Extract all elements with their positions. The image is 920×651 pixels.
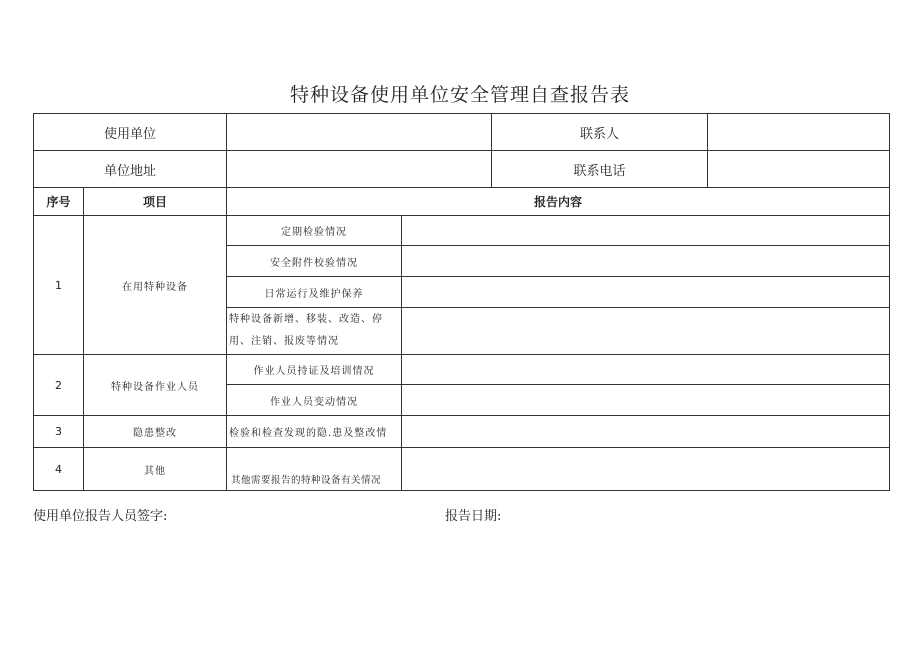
content-cell[interactable] — [402, 277, 890, 308]
row-sub: 定期检验情况 — [227, 216, 402, 246]
row-item: 隐患整改 — [84, 416, 227, 448]
row-item: 在用特种设备 — [84, 216, 227, 355]
unit-label: 使用单位 — [34, 114, 227, 151]
page-title: 特种设备使用单位安全管理自查报告表 — [289, 84, 630, 106]
address-value-cell[interactable] — [227, 151, 492, 188]
unit-value-cell[interactable] — [227, 114, 492, 151]
content-cell[interactable] — [402, 246, 890, 277]
content-cell[interactable] — [402, 416, 890, 448]
table-row — [34, 216, 890, 246]
row-sub: 作业人员变动情况 — [227, 385, 402, 416]
row-seq: 2 — [34, 355, 84, 416]
col-item: 项目 — [84, 188, 227, 216]
col-seq: 序号 — [34, 188, 84, 216]
phone-label: 联系电话 — [492, 151, 708, 188]
row-sub: 安全附件校验情况 — [227, 246, 402, 277]
column-header-row — [34, 188, 890, 216]
header-row-unit — [34, 114, 890, 151]
header-row-address — [34, 151, 890, 188]
row-seq: 1 — [34, 216, 84, 355]
contact-label: 联系人 — [492, 114, 708, 151]
phone-value-cell[interactable] — [708, 151, 890, 188]
row-seq: 3 — [34, 416, 84, 448]
content-cell[interactable] — [402, 355, 890, 385]
content-cell[interactable] — [402, 216, 890, 246]
content-cell[interactable] — [402, 385, 890, 416]
row-seq: 4 — [34, 448, 84, 491]
date-label: 报告日期: — [445, 509, 502, 524]
contact-value-cell[interactable] — [708, 114, 890, 151]
table-row — [34, 416, 890, 448]
row-sub: 作业人员持证及培训情况 — [227, 355, 402, 385]
table-row — [34, 355, 890, 385]
row-item: 特种设备作业人员 — [84, 355, 227, 416]
report-table — [33, 113, 890, 491]
row-sub: 日常运行及维护保养 — [227, 277, 402, 308]
row-sub: 特种设备新增、移装、改造、停用、注销、报废等情况 — [227, 308, 402, 355]
address-label: 单位地址 — [34, 151, 227, 188]
row-item: 其他 — [84, 448, 227, 491]
content-cell[interactable] — [402, 308, 890, 355]
row-sub: 其他需要报告的特种设备有关情况 — [227, 448, 402, 491]
content-cell[interactable] — [402, 448, 890, 491]
col-content: 报告内容 — [227, 188, 890, 216]
signature-label: 使用单位报告人员签字: — [33, 509, 168, 524]
table-row — [34, 448, 890, 491]
row-sub: 检验和检查发现的隐.患及整改情 — [227, 416, 402, 448]
